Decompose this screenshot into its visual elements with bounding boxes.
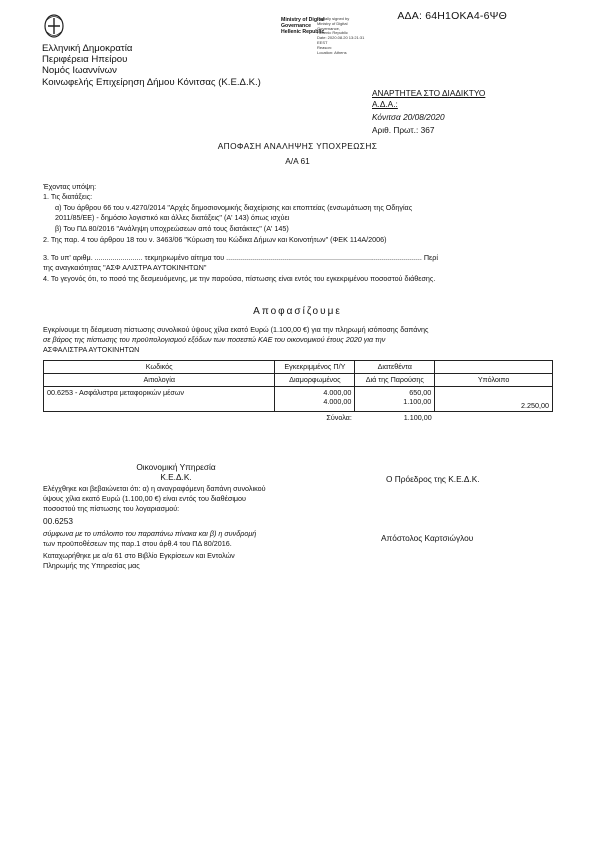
finance-text-7: Καταχωρήθηκε με α/α 61 στο Βιβλίο Εγκρίσεων και Εντολών [43,551,235,560]
table-header-cell: Υπόλοιπο [435,374,553,387]
table-header-cell: Εγκεκριμμένος Π/Υ [275,361,355,374]
table-cell-disposed [355,387,435,412]
table-header-row [44,374,553,387]
signature-detail: Location: Athens [317,49,347,55]
ada-number: ΑΔΑ: 64Η1ΟΚΑ4-6ΨΘ [397,10,507,22]
signature-left-3: Hellenic Republic [281,29,325,35]
digital-signature [281,16,421,55]
signature-left-1: Ministry of Digital [281,17,325,23]
considering-item-3-cont: της αναγκαιότητας "ΑΣΦ ΑΛΙΣΤΡΑ ΑΥΤΟΚΙΝΗΤΩΝ" [43,263,207,272]
sum-label: Σύνολα: [326,413,352,422]
signature-details [317,17,364,55]
considering-item-1b: β) Του ΠΔ 80/2016 "Ανάληψη υποχρεώσεων από τους διατάκτες" (Α' 145) [55,224,289,233]
greek-emblem-icon [44,14,64,38]
table-cell-budget [275,387,355,412]
table-sum-row [44,412,553,425]
disposed-value: 1.100,00 [403,397,432,406]
signature-detail: EEST [317,39,328,45]
table-header-cell: Διά της Παρούσης [355,374,435,387]
finance-title: Οικονομική Υπηρεσία [136,462,216,472]
considering-item-1: 1. Τις διατάξεις: [43,192,93,201]
signature-detail: Date: 2020.08.20 13:21:31 [317,35,365,41]
table-header-cell: Διατεθέντα [355,361,435,374]
sum-value: 1.100,00 [403,413,432,422]
document-number: Α/Α 61 [285,156,310,166]
finance-text-3: ποσοστού της πίστωσης του λογαριασμού: [43,504,180,513]
decision-text-1: Εγκρίνουμε τη δέσμευση πίστωσης συνολικού ύψους χίλια εκατό Ευρώ (1.100,00 €) για την πληρωμή ισόποσης δαπάνης [43,325,429,334]
table-header-cell: Κωδικός [44,361,275,374]
document-date: Κόνιτσα 20/08/2020 [372,112,445,122]
signature-detail: Governance, [317,25,340,31]
finance-account-code: 00.6253 [43,516,73,526]
document-title: ΑΠΟΦΑΣΗ ΑΝΑΛΗΨΗΣ ΥΠΟΧΡΕΩΣΗΣ [217,141,378,151]
decision-text-2: σε βάρος της πίστωσης του προϋπολογισμού εξόδων των ποσεστώ ΚΑΕ του οικονομικού έτους 2020 για την [43,335,386,344]
president-title: Ο Πρόεδρος της Κ.Ε.Δ.Κ. [386,474,480,484]
considering-item-1a-cont: 2011/85/ΕΕ) - δημόσιο λογιστικό και άλλες διατάξεις" (Α' 143) όπως ισχύει [55,213,290,222]
considering-item-3: 3. Το υπ' αριθμ. ........................ τεκμηριωμένο αίτημα του .................................................................................................. Περί [43,253,438,262]
finance-text-1: Ελέγχθηκε και βεβαιώνεται ότι: α) η αναγραφόμενη δαπάνη συνολικού [43,484,266,493]
budget-table [43,360,553,424]
signature-detail: Ministry of Digital [317,20,348,26]
finance-text-2: ύψους χίλια εκατό Ευρώ (1.100,00 €) είναι εντός του διαθέσιμου [43,494,246,503]
table-row [44,387,553,412]
finance-text-8: Πληρωμής της Υπηρεσίας μας [43,561,140,570]
sum-empty [435,412,553,425]
budget-value: 4.000,00 [323,397,352,406]
finance-text-6: των προϋποθέσεων της παρ.1 στου άρθ.4 του ΠΔ 80/2016. [43,539,232,548]
signature-detail: Reason: [317,44,332,50]
org-line: Νομός Ιωαννίνων [42,65,117,77]
disposed-value: 650,00 [409,388,432,397]
table-cell-code: 00.6253 - Ασφάλιστρα μεταφορικών μέσων [44,387,275,412]
finance-org: Κ.Ε.Δ.Κ. [160,472,192,482]
organization-block [42,43,261,88]
considering-item-4: 4. Το γεγονός ότι, το ποσό της δεσμευόμενης, με την παρούσα, πίστωσης είναι εντός του εγκεκριμένου ποσοστού διάθεσης. [43,274,436,283]
ada-label: Α.Δ.Α.: [372,99,398,109]
table-header-cell [435,361,553,374]
considering-item-1a: α) Του άρθρου 66 του ν.4270/2014 "Αρχές δημοσιονομικής διαχείρισης και εποπτείας (ενσωμάτωση της Οδηγίας [55,203,413,212]
signature-left-2: Governance [281,23,311,29]
table-header-row [44,361,553,374]
budget-value: 4.000,00 [323,388,352,397]
finance-text-5: σύμφωνα με το υπόλοιπο του παραπάνω πίνακα και β) η συνδρομή [43,529,257,538]
table-cell-balance: 2.250,00 [435,387,553,412]
table-header-cell: Διαμορφωμένος [275,374,355,387]
org-line: Ελληνική Δημοκρατία [42,43,133,54]
org-line: Κοινωφελής Επιχείρηση Δήμου Κόνιτσας (Κ.Ε.Δ.Κ.) [42,76,261,88]
considering-item-2: 2. Της παρ. 4 του άρθρου 18 του ν. 3463/06 "Κύρωση του Κώδικα Δήμων και Κοινοτήτων" (ΦΕΚ 114Α/2006) [43,235,387,244]
considering-intro: Έχοντας υπόψη: [43,182,97,191]
publish-notice: ΑΝΑΡΤΗΤΕΑ ΣΤΟ ΔΙΑΔΙΚΤΥΟ [372,88,486,98]
decision-heading: Αποφασίζουμε [253,306,342,317]
signature-detail: Digitally signed by [317,16,350,21]
signature-detail: Hellenic Republic [317,30,348,36]
org-line: Περιφέρεια Ηπείρου [42,54,128,66]
president-name: Απόστολος Καρτσιώγλου [381,533,474,543]
table-header-cell: Αιτιολογία [44,374,275,387]
protocol-number: Αριθ. Πρωτ.: 367 [372,125,435,135]
decision-text-3: ΑΣΦΑΛΙΣΤΡΑ ΑΥΤΟΚΙΝΗΤΩΝ [43,345,140,354]
